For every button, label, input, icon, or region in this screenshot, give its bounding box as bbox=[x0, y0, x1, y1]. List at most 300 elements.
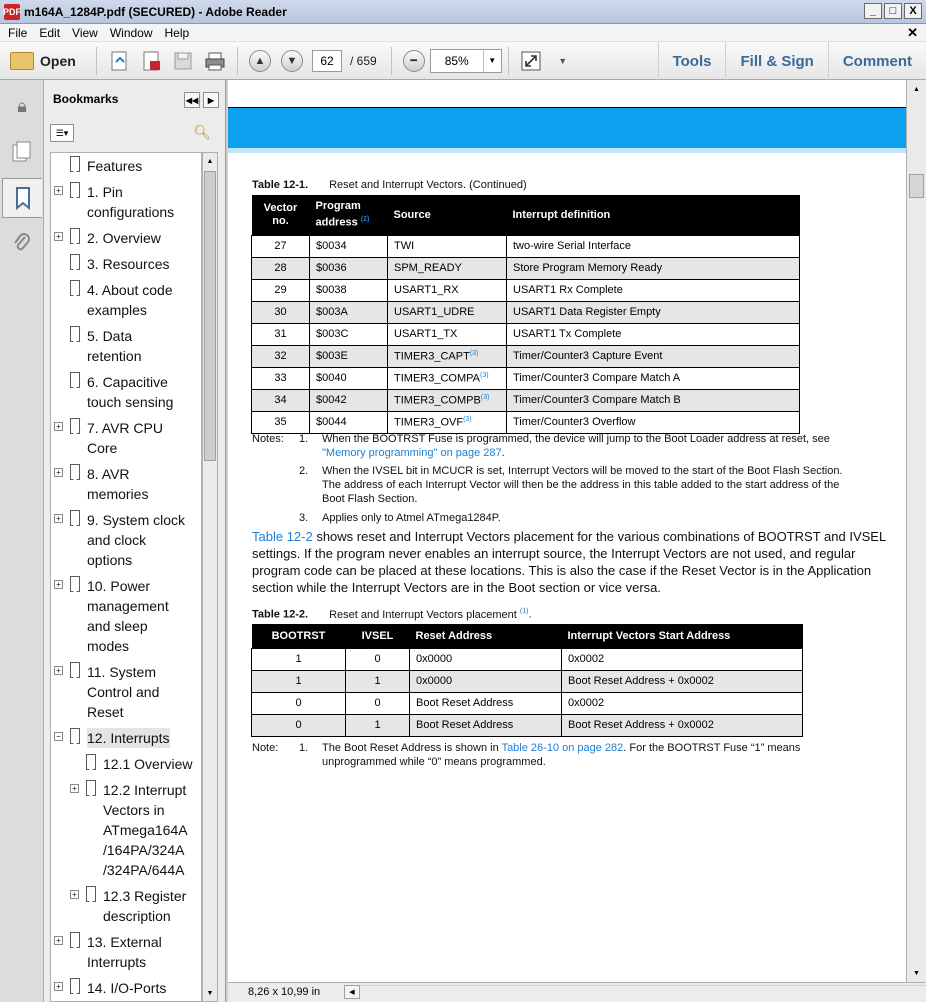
arrow-up-icon: ▲ bbox=[249, 50, 271, 72]
bookmark-icon bbox=[70, 510, 80, 526]
note2-line1: When the IVSEL bit in MCUCR is set, Interrupt Vectors will be moved to the start of the Boot Flash Section. bbox=[322, 465, 843, 477]
cell-definition-text: Store Program Memory Ready bbox=[513, 262, 663, 274]
cell-ivsel: 0 bbox=[346, 648, 410, 670]
table-26-10-link[interactable]: Table 26-10 on page 282 bbox=[501, 742, 624, 754]
cell-vector-text: 32 bbox=[274, 350, 287, 362]
cell-reset: Boot Reset Address bbox=[410, 714, 562, 736]
cell-vector-text: 33 bbox=[274, 372, 287, 384]
expand-icon[interactable]: + bbox=[54, 186, 63, 195]
cell-definition bbox=[507, 323, 800, 345]
cell-source bbox=[388, 345, 507, 367]
hide-panel-icon[interactable]: ▶ bbox=[203, 92, 219, 108]
open-button[interactable] bbox=[10, 47, 90, 75]
cell-address bbox=[310, 235, 388, 257]
cell-start: Boot Reset Address + 0x0002 bbox=[562, 670, 803, 692]
cell-source bbox=[388, 235, 507, 257]
table1-caption bbox=[252, 179, 527, 191]
maximize-button[interactable]: □ bbox=[884, 3, 902, 19]
bookmark-item[interactable] bbox=[51, 886, 201, 926]
bookmark-icon bbox=[70, 728, 80, 744]
previous-page-button[interactable] bbox=[247, 48, 273, 74]
menu-window[interactable]: Window bbox=[109, 25, 153, 40]
cell-source bbox=[388, 367, 507, 389]
table-row bbox=[252, 235, 800, 257]
bookmark-item[interactable] bbox=[51, 662, 201, 722]
bookmark-icon bbox=[70, 372, 80, 388]
expand-icon[interactable]: + bbox=[54, 982, 63, 991]
bookmark-label: 6. Capacitive bbox=[87, 374, 168, 390]
bookmark-icon bbox=[70, 978, 80, 994]
cell-definition-text: Timer/Counter3 Capture Event bbox=[513, 350, 663, 362]
cell-start: Boot Reset Address + 0x0002 bbox=[562, 714, 803, 736]
bookmark-label: 4. About code bbox=[87, 282, 173, 298]
col-vector bbox=[252, 195, 310, 235]
cell-ivsel: 0 bbox=[346, 692, 410, 714]
bookmark-icon bbox=[70, 156, 80, 172]
cell-address bbox=[310, 301, 388, 323]
table-12-2-link[interactable]: Table 12-2 bbox=[252, 529, 313, 544]
pdf-app-icon: PDF bbox=[4, 4, 20, 20]
col-start-address: Interrupt Vectors Start Address bbox=[562, 624, 803, 648]
footnote-ref: (3) bbox=[469, 349, 479, 357]
bookmark-label: 12.3 Register bbox=[103, 888, 187, 904]
expand-icon[interactable]: + bbox=[70, 890, 79, 899]
bookmarks-header bbox=[44, 80, 225, 118]
next-page-button[interactable] bbox=[279, 48, 305, 74]
col-address-line2: address bbox=[315, 216, 358, 229]
bookmarks-scrollbar[interactable] bbox=[202, 152, 218, 1002]
bookmark-item[interactable] bbox=[51, 280, 201, 320]
bookmarks-title: Bookmarks bbox=[53, 92, 119, 106]
col-vector-line2: no. bbox=[272, 214, 289, 227]
bookmark-label: 11. System bbox=[87, 664, 156, 680]
cell-bootrst: 1 bbox=[252, 648, 346, 670]
cell-source-text: TIMER3_OVF bbox=[394, 416, 464, 429]
cell-vector bbox=[252, 367, 310, 389]
expand-icon[interactable]: + bbox=[54, 468, 63, 477]
create-pdf-icon[interactable] bbox=[106, 48, 132, 74]
close-document-icon[interactable]: ✕ bbox=[907, 25, 918, 40]
collapse-panel-icon[interactable]: ◀◀ bbox=[184, 92, 200, 108]
lock-icon[interactable]: 🔒︎ bbox=[17, 95, 27, 116]
note-text-a: The Boot Reset Address is shown in bbox=[322, 742, 502, 754]
page-header-stripe bbox=[228, 148, 906, 153]
bookmark-label: modes bbox=[87, 638, 130, 654]
table-row bbox=[252, 345, 800, 367]
bookmark-icon bbox=[70, 182, 80, 198]
fit-page-icon[interactable] bbox=[518, 48, 544, 74]
scroll-down-icon[interactable]: ▼ bbox=[913, 969, 920, 977]
bookmark-item[interactable] bbox=[51, 576, 201, 656]
bookmark-item[interactable] bbox=[51, 182, 201, 222]
cell-definition-text: USART1 Rx Complete bbox=[513, 284, 623, 296]
window-controls bbox=[864, 3, 922, 19]
note1-end: . bbox=[501, 447, 505, 459]
cell-source-text: USART1_TX bbox=[394, 328, 458, 340]
bookmark-item[interactable] bbox=[51, 780, 201, 880]
table1-title: Reset and Interrupt Vectors. (Continued) bbox=[329, 179, 527, 191]
chevron-down-icon[interactable]: ▼ bbox=[483, 50, 501, 72]
cell-definition-text: Timer/Counter3 Overflow bbox=[513, 416, 636, 428]
toolbar bbox=[0, 42, 926, 80]
bookmark-label: configurations bbox=[87, 204, 175, 220]
find-bookmark-icon[interactable]: 🔍︎ bbox=[193, 124, 211, 140]
scroll-thumb[interactable] bbox=[204, 171, 216, 461]
bookmark-icon bbox=[70, 280, 80, 296]
bookmark-icon bbox=[70, 576, 80, 592]
bookmark-item[interactable] bbox=[51, 372, 201, 412]
cell-reset: 0x0000 bbox=[410, 648, 562, 670]
toolbar-options-icon[interactable]: ▼ bbox=[558, 55, 568, 66]
folder-icon bbox=[10, 52, 34, 70]
cell-address-text: $0038 bbox=[316, 284, 347, 296]
bookmark-label: 13. External bbox=[87, 934, 162, 950]
bookmark-icon bbox=[70, 662, 80, 678]
table2-sup: (1) bbox=[519, 608, 529, 615]
bookmark-label: 2. Overview bbox=[87, 230, 161, 246]
cell-vector-text: 30 bbox=[274, 306, 287, 318]
expand-icon[interactable]: + bbox=[54, 232, 63, 241]
minus-icon: ━ bbox=[403, 50, 425, 72]
comment-button[interactable]: Comment bbox=[828, 42, 926, 80]
bookmark-icon bbox=[70, 228, 80, 244]
col-reset-address: Reset Address bbox=[410, 624, 562, 648]
table-row bbox=[252, 648, 803, 670]
table-row bbox=[252, 279, 800, 301]
bookmark-icon bbox=[70, 932, 80, 948]
bookmark-label: 8. AVR bbox=[87, 466, 130, 482]
minimize-button[interactable]: _ bbox=[864, 3, 882, 19]
note2-line2: The address of each Interrupt Vector will then be the address in this table added to the start address of the bbox=[322, 479, 840, 491]
cell-source-text: TIMER3_CAPT bbox=[394, 350, 470, 363]
cell-address bbox=[310, 323, 388, 345]
bookmark-label: 14. I/O-Ports bbox=[87, 980, 167, 996]
bookmark-label: 3. Resources bbox=[87, 256, 170, 272]
cell-address-text: $003E bbox=[316, 350, 348, 362]
cell-address-text: $0040 bbox=[316, 372, 347, 384]
cell-definition bbox=[507, 301, 800, 323]
cell-source bbox=[388, 411, 507, 433]
export-pdf-icon[interactable] bbox=[138, 48, 164, 74]
expand-icon[interactable]: + bbox=[70, 784, 79, 793]
cell-source bbox=[388, 301, 507, 323]
bookmark-label: and clock bbox=[87, 532, 147, 548]
bookmark-label: Features bbox=[87, 158, 143, 174]
cell-vector bbox=[252, 389, 310, 411]
interrupt-vectors-table bbox=[251, 195, 800, 434]
note2-line3: Boot Flash Section. bbox=[322, 493, 418, 505]
cell-definition bbox=[507, 411, 800, 433]
cell-source bbox=[388, 257, 507, 279]
col-bootrst: BOOTRST bbox=[252, 624, 346, 648]
table-row bbox=[252, 692, 803, 714]
cell-address bbox=[310, 257, 388, 279]
cell-address-text: $0036 bbox=[316, 262, 347, 274]
cell-definition bbox=[507, 279, 800, 301]
zoom-value: 85% bbox=[444, 53, 469, 68]
cell-source-text: SPM_READY bbox=[394, 262, 462, 274]
bookmark-label: touch sensing bbox=[87, 394, 174, 410]
cell-source bbox=[388, 279, 507, 301]
bookmark-item[interactable] bbox=[51, 728, 201, 748]
bookmark-item[interactable] bbox=[51, 978, 201, 998]
table2-caption bbox=[252, 608, 532, 621]
footnote-ref: (3) bbox=[463, 415, 472, 423]
collapse-icon[interactable]: − bbox=[54, 732, 63, 741]
bookmark-label: 10. Power bbox=[87, 578, 151, 594]
cell-vector-text: 35 bbox=[274, 416, 287, 428]
cell-address bbox=[310, 279, 388, 301]
expand-icon[interactable]: + bbox=[54, 422, 63, 431]
bookmark-options-icon[interactable]: ☰▾ bbox=[50, 124, 74, 142]
cell-definition bbox=[507, 345, 800, 367]
attachments-icon[interactable] bbox=[2, 224, 42, 264]
expand-icon[interactable]: + bbox=[54, 580, 63, 589]
bookmark-item[interactable] bbox=[51, 254, 201, 274]
cell-vector bbox=[252, 235, 310, 257]
cell-source-text: USART1_RX bbox=[394, 284, 459, 296]
note3-text: Applies only to Atmel ATmega1284P. bbox=[322, 512, 501, 524]
bookmark-item[interactable] bbox=[51, 156, 201, 176]
table-row bbox=[252, 389, 800, 411]
cell-vector-text: 29 bbox=[274, 284, 287, 296]
cell-address bbox=[310, 345, 388, 367]
memory-programming-link[interactable]: "Memory programming" on page 287 bbox=[322, 447, 502, 459]
bookmark-item[interactable] bbox=[51, 418, 201, 458]
bookmark-icon bbox=[86, 780, 96, 796]
bookmark-icon bbox=[70, 464, 80, 480]
cell-vector bbox=[252, 279, 310, 301]
previous-page-bottom bbox=[228, 80, 906, 108]
fill-sign-button[interactable]: Fill & Sign bbox=[725, 42, 827, 80]
bookmark-label: Reset bbox=[87, 704, 124, 720]
cell-reset: 0x0000 bbox=[410, 670, 562, 692]
toolbar-separator bbox=[96, 47, 97, 75]
bookmarks-list bbox=[50, 152, 202, 1002]
col-address bbox=[310, 195, 388, 235]
cell-definition-text: USART1 Tx Complete bbox=[513, 328, 622, 340]
bookmark-label: Vectors in bbox=[103, 802, 165, 818]
paragraph-line2: settings. If the program never enables an interrupt source, the Interrupt Vectors are not used, and regular bbox=[252, 546, 856, 561]
menu-help[interactable]: Help bbox=[164, 25, 190, 40]
bookmark-item[interactable] bbox=[51, 326, 201, 366]
note-line2: unprogrammed while “0” means programmed. bbox=[322, 756, 546, 768]
menu-edit[interactable]: Edit bbox=[39, 25, 61, 40]
paragraph-line4: section while the Interrupt Vectors are in the Boot section or vice versa. bbox=[252, 580, 661, 595]
cell-vector-text: 34 bbox=[274, 394, 287, 406]
table-row bbox=[252, 301, 800, 323]
cell-definition-text: two-wire Serial Interface bbox=[513, 240, 631, 252]
document-scrollbar[interactable] bbox=[906, 80, 926, 982]
page-number-input[interactable]: 62 bbox=[312, 50, 342, 72]
cell-vector bbox=[252, 323, 310, 345]
cell-source-text: TIMER3_COMPA bbox=[394, 372, 480, 385]
scroll-thumb[interactable] bbox=[909, 174, 924, 198]
cell-address bbox=[310, 367, 388, 389]
horizontal-scrollbar[interactable] bbox=[360, 985, 926, 999]
menu-bar bbox=[0, 24, 926, 42]
cell-source bbox=[388, 323, 507, 345]
bookmark-label: 7. AVR CPU bbox=[87, 420, 163, 436]
table2-label: Table 12-2. bbox=[252, 608, 309, 621]
menu-view[interactable]: View bbox=[72, 25, 98, 40]
bookmark-item[interactable] bbox=[51, 754, 201, 774]
note3-number: 3. bbox=[299, 512, 309, 524]
cell-definition bbox=[507, 257, 800, 279]
bookmarks-panel-icon[interactable] bbox=[2, 178, 42, 218]
cell-ivsel: 1 bbox=[346, 670, 410, 692]
toolbar-panels bbox=[658, 42, 926, 80]
bookmark-label: retention bbox=[87, 348, 142, 364]
cell-definition bbox=[507, 367, 800, 389]
bookmark-item[interactable] bbox=[51, 932, 201, 972]
expand-icon[interactable]: + bbox=[54, 666, 63, 675]
footnote-ref: (3) bbox=[480, 393, 490, 401]
col-ivsel: IVSEL bbox=[346, 624, 410, 648]
scroll-up-icon[interactable]: ▲ bbox=[913, 85, 920, 93]
menu-file[interactable]: File bbox=[8, 25, 28, 40]
bookmark-label: /324PA/644A bbox=[103, 862, 185, 878]
cell-bootrst: 1 bbox=[252, 670, 346, 692]
cell-start: 0x0002 bbox=[562, 692, 803, 714]
cell-definition bbox=[507, 389, 800, 411]
cell-vector bbox=[252, 301, 310, 323]
document-view[interactable] bbox=[228, 80, 906, 982]
cell-reset: Boot Reset Address bbox=[410, 692, 562, 714]
bookmark-icon bbox=[70, 326, 80, 342]
toolbar-separator bbox=[508, 47, 509, 75]
bookmark-label: 12.2 Interrupt bbox=[103, 782, 187, 798]
tools-button[interactable]: Tools bbox=[658, 42, 726, 80]
bookmarks-toolbar bbox=[44, 118, 225, 148]
cell-vector-text: 27 bbox=[274, 240, 287, 252]
bookmark-label: and sleep bbox=[87, 618, 148, 634]
cell-start: 0x0002 bbox=[562, 648, 803, 670]
status-bar bbox=[228, 982, 926, 1002]
cell-definition-text: Timer/Counter3 Compare Match B bbox=[513, 394, 681, 406]
bookmark-label: 1. Pin bbox=[87, 184, 123, 200]
bookmark-icon bbox=[86, 886, 96, 902]
scroll-down-icon[interactable]: ▼ bbox=[206, 989, 214, 997]
cell-definition bbox=[507, 235, 800, 257]
bookmark-label: memories bbox=[87, 486, 149, 502]
bookmark-label: 9. System clock bbox=[87, 512, 186, 528]
cell-bootrst: 0 bbox=[252, 714, 346, 736]
table-row bbox=[252, 411, 800, 433]
toolbar-separator bbox=[391, 47, 392, 75]
note1-number: 1. bbox=[299, 433, 309, 445]
page-size-label: 8,26 x 10,99 in bbox=[248, 986, 321, 998]
bookmark-label: options bbox=[87, 552, 133, 568]
page-header-band bbox=[228, 108, 906, 148]
col-definition: Interrupt definition bbox=[507, 195, 800, 235]
note-text-b: . For the BOOTRST Fuse “1” means bbox=[623, 742, 801, 754]
page-total: / 659 bbox=[350, 53, 377, 68]
cell-ivsel: 1 bbox=[346, 714, 410, 736]
cell-definition-text: USART1 Data Register Empty bbox=[513, 306, 661, 318]
cell-address-text: $003C bbox=[316, 328, 349, 340]
cell-vector bbox=[252, 345, 310, 367]
bookmark-label: Control and bbox=[87, 684, 160, 700]
table-row bbox=[252, 714, 803, 736]
cell-source-text: TWI bbox=[394, 240, 415, 252]
table2-end: . bbox=[528, 608, 532, 621]
bookmark-label: 12. Interrupts bbox=[87, 730, 170, 746]
bookmark-label: ATmega164A bbox=[103, 822, 188, 838]
bookmark-item[interactable] bbox=[51, 510, 201, 570]
bookmark-item[interactable] bbox=[51, 228, 201, 248]
print-icon[interactable] bbox=[202, 48, 228, 74]
note-number: 1. bbox=[299, 742, 309, 754]
notes-label: Notes: bbox=[252, 433, 284, 445]
bookmark-label: description bbox=[103, 908, 171, 924]
bookmark-label: 12.1 Overview bbox=[103, 756, 193, 772]
expand-icon[interactable]: + bbox=[54, 514, 63, 523]
placement-paragraph bbox=[252, 528, 902, 596]
cell-address-text: $0042 bbox=[316, 394, 347, 406]
cell-vector bbox=[252, 257, 310, 279]
open-label: Open bbox=[40, 52, 76, 69]
bookmark-label: examples bbox=[87, 302, 147, 318]
zoom-select[interactable] bbox=[430, 49, 502, 73]
cell-bootrst: 0 bbox=[252, 692, 346, 714]
bookmark-label: 5. Data bbox=[87, 328, 133, 344]
vectors-placement-table bbox=[251, 624, 803, 737]
table-row bbox=[252, 257, 800, 279]
toolbar-separator bbox=[237, 47, 238, 75]
cell-source bbox=[388, 389, 507, 411]
window-title: m164A_1284P.pdf (SECURED) - Adobe Reader bbox=[24, 4, 287, 19]
col-vector-line1: Vector bbox=[263, 201, 298, 214]
bookmark-label: Interrupts bbox=[87, 954, 147, 970]
table2-title: Reset and Interrupt Vectors placement bbox=[329, 608, 517, 621]
zoom-out-button[interactable] bbox=[401, 48, 427, 74]
panel-buttons bbox=[184, 92, 219, 108]
cell-definition-text: Timer/Counter3 Compare Match A bbox=[513, 372, 681, 384]
scroll-up-icon[interactable]: ▲ bbox=[206, 157, 214, 165]
expand-icon[interactable]: + bbox=[54, 936, 63, 945]
scroll-left-icon[interactable]: ◀ bbox=[344, 985, 360, 999]
bookmark-icon bbox=[86, 754, 96, 770]
bookmark-label: /164PA/324A bbox=[103, 842, 185, 858]
bookmark-item[interactable] bbox=[51, 464, 201, 504]
note-label: Note: bbox=[252, 742, 279, 754]
paragraph-line3: program code can be placed at these locations. This is also the case if the Reset Vector is in the Application bbox=[252, 563, 872, 578]
title-bar bbox=[0, 0, 926, 24]
paragraph-line1: shows reset and Interrupt Vectors placement for the various combinations of BOOTRST and IVSEL bbox=[312, 529, 887, 544]
cell-address-text: $003A bbox=[316, 306, 348, 318]
save-icon[interactable] bbox=[170, 48, 196, 74]
bookmark-label: Core bbox=[87, 440, 118, 456]
table-row bbox=[252, 670, 803, 692]
cell-vector-text: 28 bbox=[274, 262, 287, 274]
cell-vector bbox=[252, 411, 310, 433]
table-row bbox=[252, 367, 800, 389]
cell-address bbox=[310, 389, 388, 411]
bookmarks-panel bbox=[44, 80, 226, 1002]
bookmark-label: management bbox=[87, 598, 169, 614]
footnote-ref: (3) bbox=[479, 371, 489, 379]
table1-notes bbox=[252, 432, 892, 527]
close-window-button[interactable]: X bbox=[904, 3, 922, 19]
arrow-down-icon: ▼ bbox=[281, 50, 303, 72]
cell-source-text: USART1_UDRE bbox=[394, 306, 475, 318]
cell-source-text: TIMER3_COMPB bbox=[394, 394, 481, 407]
cell-address bbox=[310, 411, 388, 433]
pages-icon[interactable] bbox=[2, 132, 42, 172]
col-address-line1: Program bbox=[315, 199, 361, 212]
navigation-rail bbox=[0, 80, 44, 1002]
